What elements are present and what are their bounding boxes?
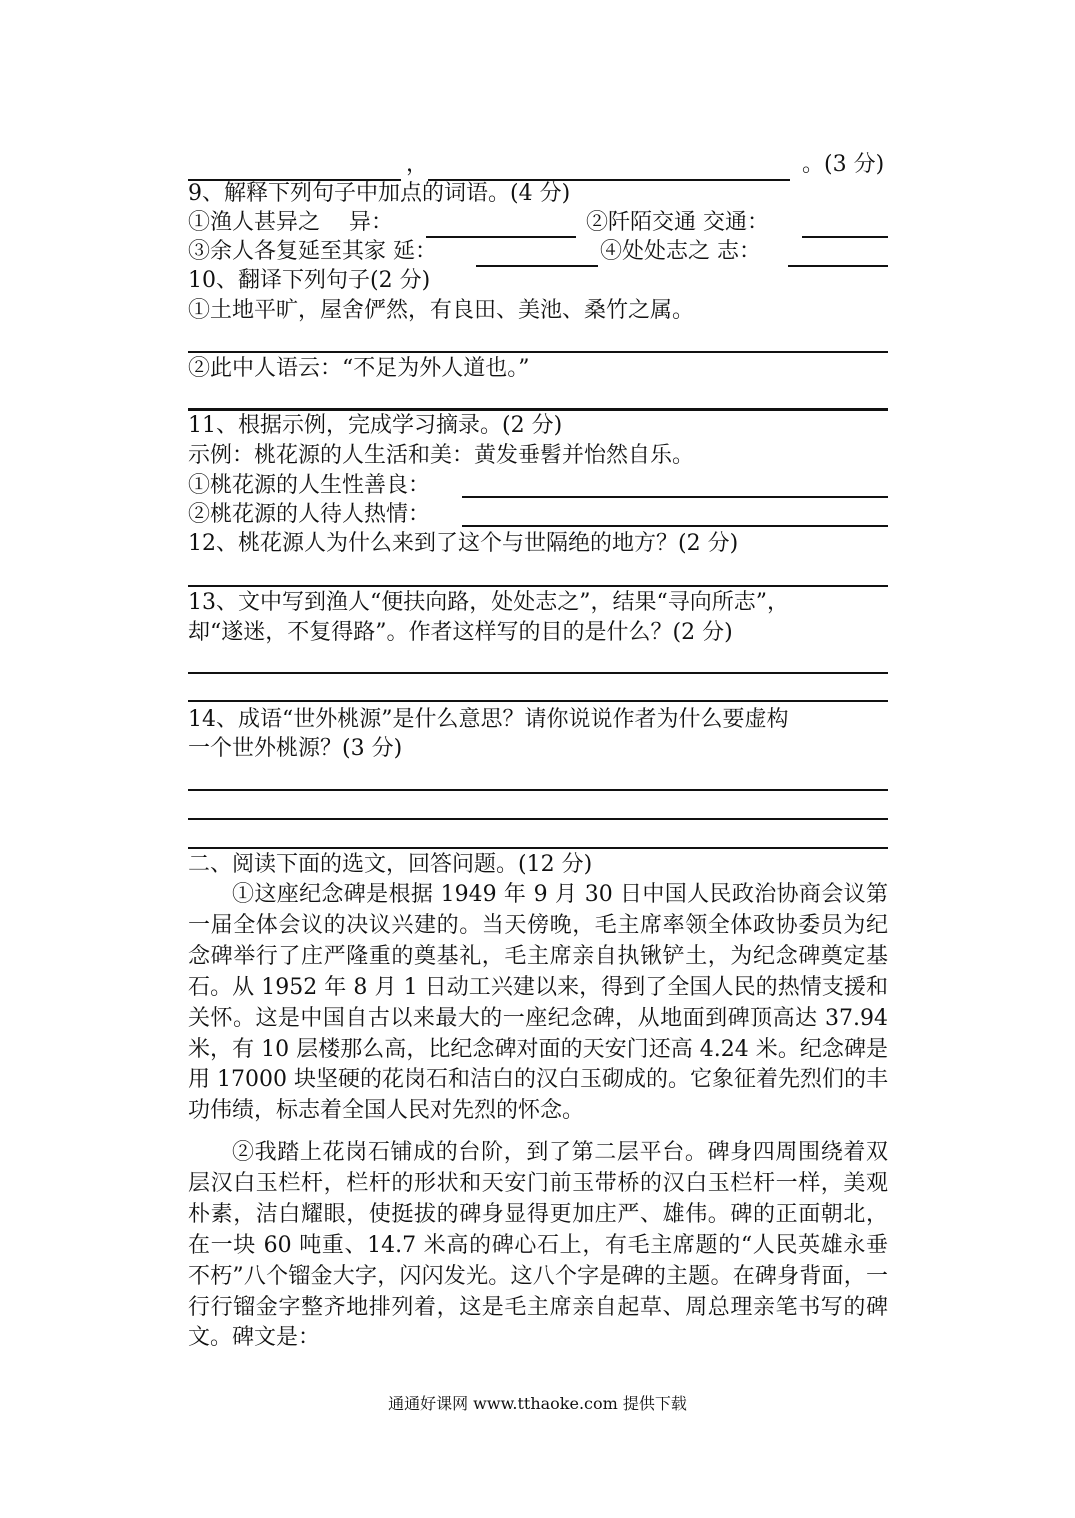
q8-separator: ， [406,152,429,177]
q10-sentence-1: ①土地平旷，屋舍俨然，有良田、美池、桑竹之属。 [188,298,695,323]
q9-answer-blank-3[interactable] [476,265,598,267]
q13-answer-line-1[interactable] [188,672,888,674]
q14-line-1: 14、成语“世外桃源”是什么意思？请你说说作者为什么要虚构 [188,707,789,732]
q9-item-3: ③余人各复延至其家 延： [188,239,437,264]
q9-item-2: ②阡陌交通 交通： [586,210,769,235]
q13-line-1: 13、文中写到渔人“便扶向路，处处志之”，结果“寻向所志”， [188,590,789,615]
q11-answer-blank-1[interactable] [462,496,888,498]
q9-title: 9、解释下列句子中加点的词语。(4 分) [188,181,571,206]
q11-answer-blank-2[interactable] [462,525,888,527]
q13-line-2: 却“遂迷，不复得路”。作者这样写的目的是什么？(2 分) [188,620,733,645]
q10-sentence-2: ②此中人语云：“不足为外人道也。” [188,356,530,381]
section2-title: 二、阅读下面的选文，回答问题。(12 分) [188,852,593,877]
q9-item-4: ④处处志之 志： [600,239,761,264]
q11-item-2: ②桃花源的人待人热情： [188,502,431,527]
section2-paragraph-2: ②我踏上花岗石铺成的台阶，到了第二层平台。碑身四周围绕着双层汉白玉栏杆，栏杆的形状和天安门前玉带桥的汉白玉栏杆一样，美观朴素，洁白耀眼，使挺拔的碑身显得更加庄严、雄伟。碑的正面朝北，在一块 60 吨重、14.7 米高的碑心石上，有毛主席题的“人民英雄永垂不朽”八个镏金大字，闪闪发光。这八个字是碑的主题。在碑身背面，一行行镏金字整齐地排列着，这是毛主席亲自起草、周总理亲笔书写的碑文。碑文是： [188,1140,888,1351]
q13-answer-line-2[interactable] [188,700,888,702]
q8-score: 。(3 分) [802,152,885,177]
q9-answer-blank-1[interactable] [426,236,576,238]
q14-answer-line-1[interactable] [188,789,888,791]
q10-title: 10、翻译下列句子(2 分) [188,268,431,293]
q9-answer-blank-2[interactable] [802,236,888,238]
q14-answer-line-2[interactable] [188,818,888,820]
q9-item-1: ①渔人甚异之 异： [188,210,393,235]
page-footer: 通通好课网 www.tthaoke.com 提供下载 [388,1394,687,1413]
q9-answer-blank-4[interactable] [788,265,888,267]
q14-line-2: 一个世外桃源？(3 分) [188,736,403,761]
q11-title: 11、根据示例，完成学习摘录。(2 分) [188,413,563,438]
q12-title: 12、桃花源人为什么来到了这个与世隔绝的地方？(2 分) [188,531,739,556]
q11-example: 示例：桃花源的人生活和美：黄发垂髫并怡然自乐。 [188,443,695,468]
section2-paragraph-1: ①这座纪念碑是根据 1949 年 9 月 30 日中国人民政治协商会议第一届全体会议的决议兴建的。当天傍晚，毛主席率领全体政协委员为纪念碑举行了庄严隆重的奠基礼，毛主席亲自执锹铲土，为纪念碑奠定基石。从 1952 年 8 月 1 日动工兴建以来，得到了全国人民的热情支援和关怀。这是中国自古以来最大的一座纪念碑，从地面到碑顶高达 37.94 米，有 10 层楼那么高，比纪念碑对面的天安门还高 4.24 米。纪念碑是用 17000 块坚硬的花岗石和洁白的汉白玉砌成的。它象征着先烈们的丰功伟绩，标志着全国人民对先烈的怀念。 [188,882,888,1124]
q10-answer-line-1[interactable] [188,351,888,353]
q12-answer-line[interactable] [188,585,888,587]
q11-item-1: ①桃花源的人生性善良： [188,473,431,498]
q14-answer-line-3[interactable] [188,847,888,849]
